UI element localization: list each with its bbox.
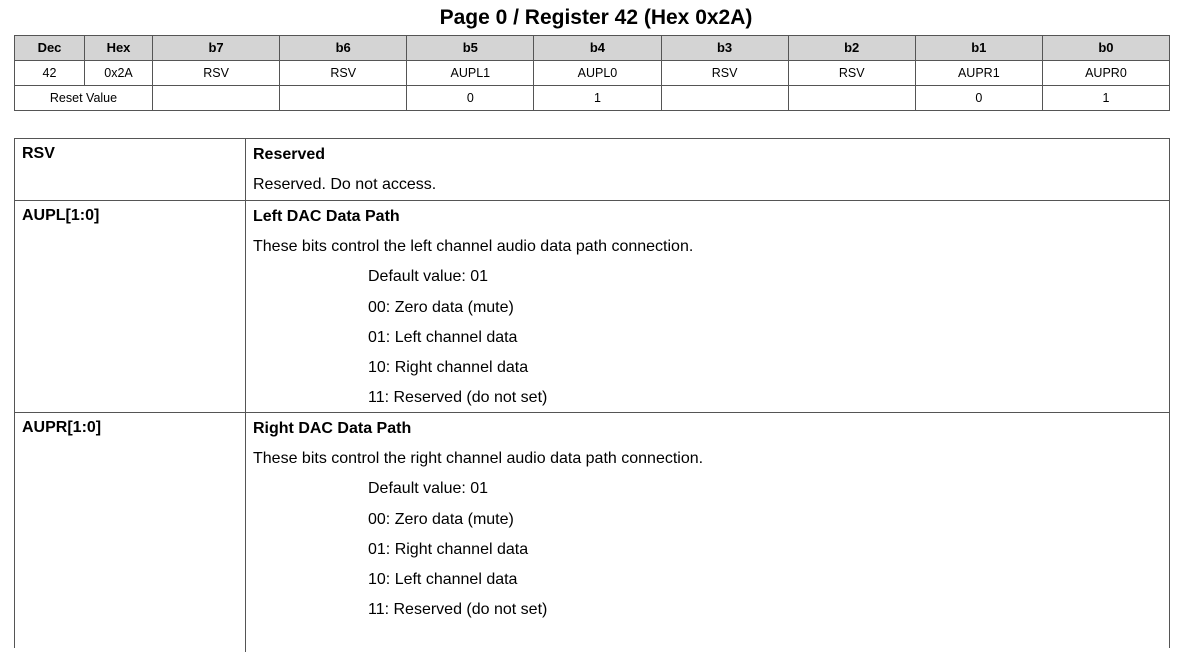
field-name: AUPR[1:0]	[22, 419, 102, 436]
header-cell: b0	[1042, 36, 1169, 61]
reset-cell	[661, 86, 788, 111]
header-cell: b2	[788, 36, 915, 61]
field-name: RSV	[22, 145, 55, 162]
header-cell: b3	[661, 36, 788, 61]
reset-value-row	[15, 86, 1170, 111]
field-option: 10: Left channel data	[368, 570, 518, 588]
table-cell: AUPR1	[915, 61, 1042, 86]
field-option: Default value: 01	[368, 268, 489, 286]
field-description-table	[14, 138, 1170, 648]
reset-cell: 0	[915, 86, 1042, 111]
field-description: Reserved. Do not access.	[253, 176, 437, 194]
reset-cell	[280, 86, 407, 111]
table-cell: 0x2A	[85, 61, 153, 86]
field-heading: Right DAC Data Path	[253, 420, 412, 437]
field-row-aupr	[15, 412, 1169, 652]
table-cell: AUPL1	[407, 61, 534, 86]
field-name: AUPL[1:0]	[22, 207, 100, 224]
table-cell: AUPL0	[534, 61, 661, 86]
field-option: 11: Reserved (do not set)	[368, 601, 548, 619]
field-option: 01: Right channel data	[368, 540, 529, 558]
header-cell: b4	[534, 36, 661, 61]
reset-cell: 1	[534, 86, 661, 111]
table-cell: AUPR0	[1042, 61, 1169, 86]
reset-cell: 1	[1042, 86, 1169, 111]
register-bit-row	[15, 61, 1170, 86]
reset-label: Reset Value	[15, 86, 153, 111]
field-option: 00: Zero data (mute)	[368, 510, 514, 528]
header-cell: b7	[153, 36, 280, 61]
header-cell: b5	[407, 36, 534, 61]
register-bit-table	[14, 35, 1170, 111]
field-option: 10: Right channel data	[368, 358, 529, 376]
field-row-aupl	[15, 200, 1169, 412]
field-row-rsv	[15, 139, 1169, 200]
table-cell: RSV	[661, 61, 788, 86]
field-heading: Reserved	[253, 146, 326, 163]
field-heading: Left DAC Data Path	[253, 208, 400, 225]
table-cell: RSV	[280, 61, 407, 86]
field-option: 00: Zero data (mute)	[368, 298, 514, 316]
field-description: These bits control the left channel audio data path connection.	[253, 238, 694, 256]
register-header-row	[15, 36, 1170, 61]
reset-cell: 0	[407, 86, 534, 111]
reset-cell	[153, 86, 280, 111]
page-title: Page 0 / Register 42 (Hex 0x2A)	[439, 6, 753, 29]
table-cell: RSV	[153, 61, 280, 86]
field-option: Default value: 01	[368, 480, 489, 498]
header-cell: b1	[915, 36, 1042, 61]
reset-cell	[788, 86, 915, 111]
field-option: 01: Left channel data	[368, 328, 518, 346]
header-cell: Hex	[85, 36, 153, 61]
field-option: 11: Reserved (do not set)	[368, 389, 548, 407]
header-cell: Dec	[15, 36, 85, 61]
header-cell: b6	[280, 36, 407, 61]
table-cell: RSV	[788, 61, 915, 86]
table-cell: 42	[15, 61, 85, 86]
field-description: These bits control the right channel audio data path connection.	[253, 450, 704, 468]
